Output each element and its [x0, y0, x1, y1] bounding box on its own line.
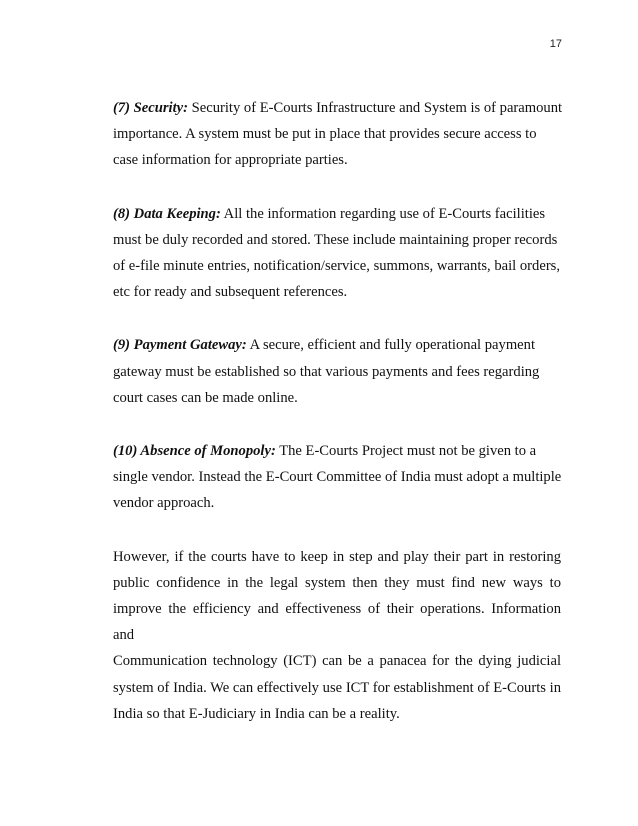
paragraph-line: must be duly recorded and stored. These include maintaining proper records: [113, 231, 558, 248]
item-text: Security of E-Courts Infrastructure and System is of paramount: [187, 100, 563, 116]
item-absence-of-monopoly: [113, 438, 561, 517]
paragraph-line: vendor approach.: [113, 495, 215, 512]
paragraph-line: improve the efficiency and effectiveness of their operations. Information and: [113, 601, 561, 644]
paragraph-line: public confidence in the legal system then they must find new ways to: [113, 574, 561, 591]
item-heading: (7) Security:: [113, 100, 188, 116]
item-payment-gateway: [113, 332, 561, 411]
paragraph-line: court cases can be made online.: [113, 389, 298, 406]
paragraph-line: [113, 201, 561, 227]
item-text: All the information regarding use of E-Courts facilities: [220, 205, 546, 222]
paragraph-line: system of India. We can effectively use ICT for establishment of E-Courts in: [113, 679, 561, 696]
item-heading: (10) Absence of Monopoly:: [113, 443, 276, 460]
paragraph-line: However, if the courts have to keep in step and play their part in restoring: [113, 548, 561, 565]
item-heading: (9) Payment Gateway:: [113, 337, 247, 354]
document-body: [113, 95, 561, 754]
paragraph-line: India so that E-Judiciary in India can be a reality.: [113, 705, 400, 722]
item-text: A secure, efficient and fully operational payment: [246, 337, 536, 354]
paragraph-line: importance. A system must be put in place that provides secure access to: [113, 126, 537, 143]
item-heading: (8) Data Keeping:: [113, 205, 221, 222]
paragraph-line: of e-file minute entries, notification/service, summons, warrants, bail orders,: [113, 258, 561, 275]
paragraph-line: gateway must be established so that various payments and fees regarding: [113, 363, 540, 380]
paragraph-line: Communication technology (ICT) can be a panacea for the dying judicial: [113, 653, 561, 670]
conclusion-paragraph: [113, 544, 561, 727]
item-text: The E-Courts Project must not be given to a: [275, 443, 537, 460]
item-security: [113, 95, 561, 174]
item-data-keeping: [113, 201, 561, 306]
paragraph-line: single vendor. Instead the E-Court Committee of India must adopt a multiple: [113, 469, 562, 486]
paragraph-line: [113, 95, 561, 121]
page-number: 17: [549, 38, 562, 50]
paragraph-line: case information for appropriate parties.: [113, 152, 348, 169]
paragraph-line: etc for ready and subsequent references.: [113, 284, 348, 301]
paragraph-line: [113, 332, 561, 358]
paragraph-line: [113, 438, 561, 464]
